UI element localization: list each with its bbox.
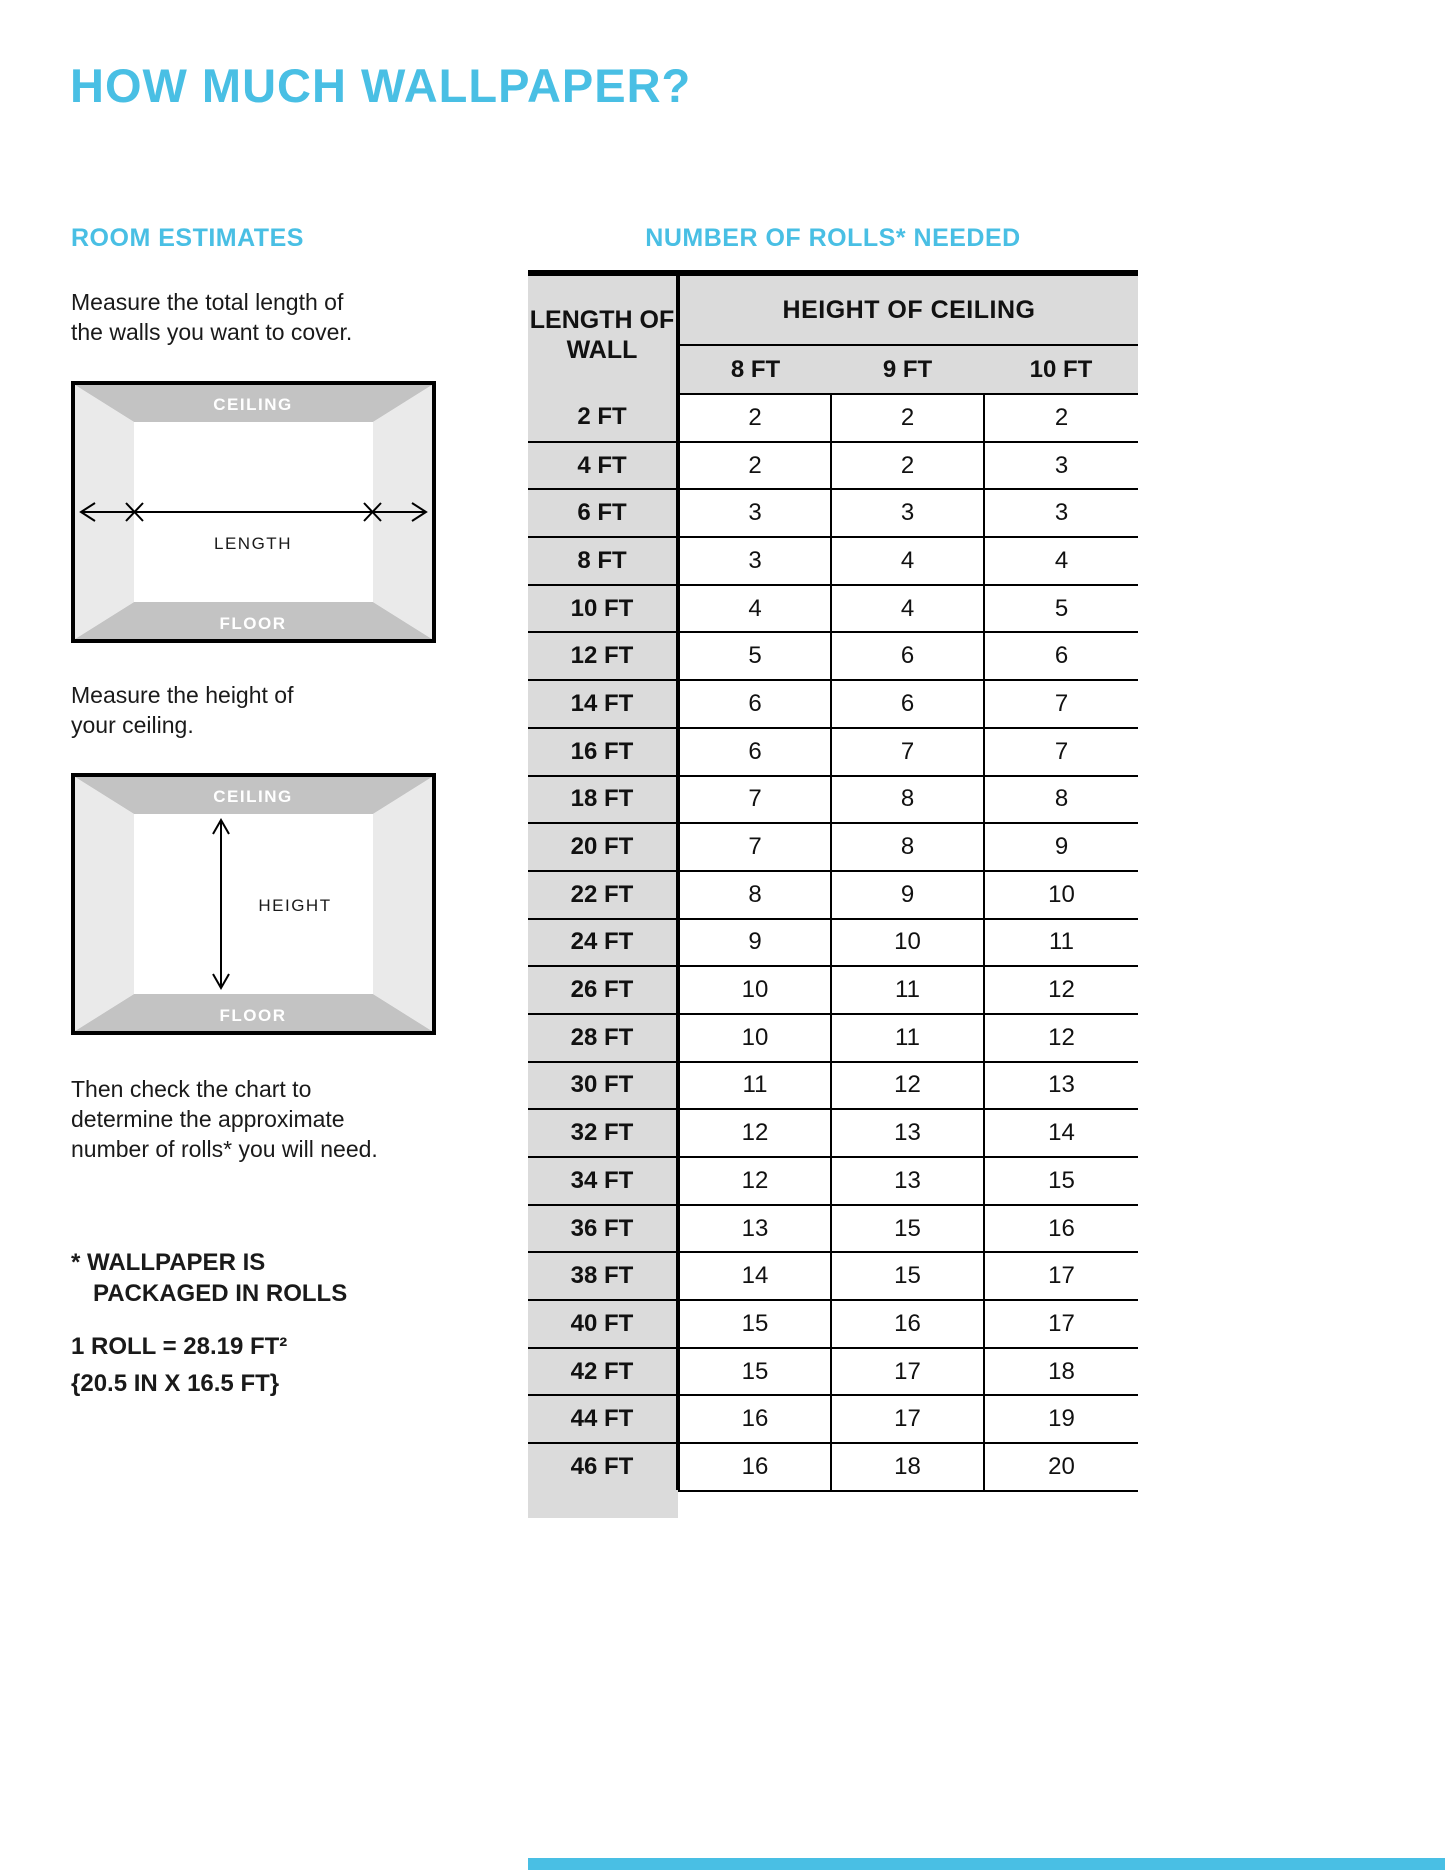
rolls-count-cell: 17 — [831, 1395, 984, 1443]
table-row — [528, 1157, 1138, 1205]
ceiling-height-column-header: 10 FT — [984, 345, 1138, 394]
rolls-count-cell: 3 — [831, 489, 984, 537]
rolls-count-cell: 12 — [984, 966, 1138, 1014]
rolls-count-cell: 17 — [984, 1252, 1138, 1300]
rolls-table-body — [528, 394, 1138, 1491]
wall-length-cell: 4 FT — [528, 442, 678, 490]
wall-length-cell: 38 FT — [528, 1252, 678, 1300]
rolls-count-cell: 3 — [984, 489, 1138, 537]
wall-length-cell: 32 FT — [528, 1109, 678, 1157]
rolls-count-cell: 14 — [984, 1109, 1138, 1157]
text-line: {20.5 IN X 16.5 FT} — [71, 1370, 280, 1397]
rolls-count-cell: 6 — [678, 680, 831, 728]
rolls-count-cell: 4 — [678, 585, 831, 633]
ceiling-label: CEILING — [213, 395, 293, 414]
rolls-count-cell: 16 — [831, 1300, 984, 1348]
rolls-count-cell: 11 — [984, 919, 1138, 967]
rolls-count-cell: 5 — [678, 632, 831, 680]
rolls-count-cell: 2 — [831, 394, 984, 442]
room-estimates-heading: ROOM ESTIMATES — [71, 224, 304, 252]
length-of-wall-header: LENGTH OF WALL — [528, 276, 678, 394]
rolls-count-cell: 15 — [678, 1300, 831, 1348]
wall-length-cell: 30 FT — [528, 1062, 678, 1110]
height-of-ceiling-header: HEIGHT OF CEILING — [678, 276, 1138, 345]
rolls-count-cell: 15 — [984, 1157, 1138, 1205]
rolls-count-cell: 11 — [831, 966, 984, 1014]
table-row — [528, 1395, 1138, 1443]
instruction-step-1 — [71, 287, 352, 347]
rolls-needed-table-wrap — [528, 270, 1138, 1492]
rolls-count-cell: 13 — [831, 1157, 984, 1205]
wall-length-cell: 24 FT — [528, 919, 678, 967]
wallpaper-packaging-footnote — [71, 1247, 347, 1309]
text-line: Measure the total length of — [71, 289, 344, 315]
length-column-extension — [528, 1490, 678, 1518]
rolls-count-cell: 2 — [984, 394, 1138, 442]
text-line: Measure the height of — [71, 682, 294, 708]
floor-label: FLOOR — [219, 1006, 287, 1025]
wall-length-cell: 2 FT — [528, 394, 678, 442]
wall-length-cell: 20 FT — [528, 823, 678, 871]
rolls-count-cell: 6 — [831, 680, 984, 728]
rolls-count-cell: 17 — [984, 1300, 1138, 1348]
text-line: number of rolls* you will need. — [71, 1136, 378, 1162]
length-label: LENGTH — [214, 534, 292, 553]
table-row — [528, 1014, 1138, 1062]
room-length-diagram — [71, 381, 436, 643]
rolls-count-cell: 12 — [678, 1109, 831, 1157]
table-row — [528, 537, 1138, 585]
rolls-count-cell: 10 — [678, 966, 831, 1014]
text-line: 1 ROLL = 28.19 FT² — [71, 1333, 288, 1360]
table-row — [528, 442, 1138, 490]
table-row — [528, 680, 1138, 728]
rolls-table-heading: NUMBER OF ROLLS* NEEDED — [645, 224, 1021, 252]
table-row — [528, 919, 1138, 967]
ceiling-height-column-header: 8 FT — [678, 345, 831, 394]
rolls-count-cell: 3 — [678, 489, 831, 537]
table-row — [528, 1300, 1138, 1348]
table-row — [528, 632, 1138, 680]
wall-length-cell: 44 FT — [528, 1395, 678, 1443]
room-height-diagram — [71, 773, 436, 1035]
rolls-count-cell: 2 — [678, 442, 831, 490]
wall-length-cell: 28 FT — [528, 1014, 678, 1062]
wall-length-cell: 26 FT — [528, 966, 678, 1014]
rolls-count-cell: 12 — [678, 1157, 831, 1205]
rolls-count-cell: 5 — [984, 585, 1138, 633]
ceiling-label: CEILING — [213, 787, 293, 806]
table-row — [528, 1205, 1138, 1253]
wall-length-cell: 42 FT — [528, 1348, 678, 1396]
instruction-step-3 — [71, 1074, 378, 1164]
rolls-count-cell: 13 — [984, 1062, 1138, 1110]
rolls-count-cell: 8 — [678, 871, 831, 919]
table-header-row — [528, 276, 1138, 345]
table-row — [528, 394, 1138, 442]
table-row — [528, 871, 1138, 919]
wall-length-cell: 34 FT — [528, 1157, 678, 1205]
text-line: determine the approximate — [71, 1106, 345, 1132]
rolls-count-cell: 7 — [831, 728, 984, 776]
rolls-count-cell: 10 — [984, 871, 1138, 919]
rolls-count-cell: 4 — [831, 585, 984, 633]
rolls-count-cell: 6 — [678, 728, 831, 776]
ceiling-height-column-header: 9 FT — [831, 345, 984, 394]
table-row — [528, 1348, 1138, 1396]
rolls-count-cell: 2 — [678, 394, 831, 442]
rolls-count-cell: 15 — [831, 1252, 984, 1300]
table-row — [528, 823, 1138, 871]
rolls-count-cell: 11 — [831, 1014, 984, 1062]
rolls-count-cell: 8 — [984, 776, 1138, 824]
rolls-count-cell: 6 — [831, 632, 984, 680]
back-wall-surface — [134, 814, 373, 994]
table-row — [528, 489, 1138, 537]
wall-length-cell: 18 FT — [528, 776, 678, 824]
rolls-count-cell: 7 — [984, 728, 1138, 776]
text-line: * WALLPAPER IS — [71, 1249, 266, 1276]
rolls-count-cell: 11 — [678, 1062, 831, 1110]
rolls-count-cell: 9 — [678, 919, 831, 967]
wall-length-cell: 46 FT — [528, 1443, 678, 1491]
rolls-count-cell: 7 — [678, 776, 831, 824]
left-wall-surface — [75, 777, 134, 1031]
table-row — [528, 1062, 1138, 1110]
rolls-count-cell: 10 — [831, 919, 984, 967]
height-label: HEIGHT — [258, 896, 332, 915]
rolls-needed-table — [528, 276, 1138, 1492]
wall-length-cell: 40 FT — [528, 1300, 678, 1348]
instruction-step-2 — [71, 680, 293, 740]
rolls-count-cell: 15 — [678, 1348, 831, 1396]
text-line: PACKAGED IN ROLLS — [93, 1280, 348, 1307]
rolls-count-cell: 3 — [678, 537, 831, 585]
rolls-count-cell: 9 — [831, 871, 984, 919]
rolls-count-cell: 4 — [984, 537, 1138, 585]
wall-length-cell: 10 FT — [528, 585, 678, 633]
rolls-count-cell: 8 — [831, 823, 984, 871]
table-row — [528, 585, 1138, 633]
rolls-count-cell: 4 — [831, 537, 984, 585]
table-row — [528, 1443, 1138, 1491]
rolls-count-cell: 12 — [984, 1014, 1138, 1062]
wall-length-cell: 8 FT — [528, 537, 678, 585]
rolls-count-cell: 19 — [984, 1395, 1138, 1443]
wall-length-cell: 36 FT — [528, 1205, 678, 1253]
roll-size-info — [71, 1328, 287, 1402]
right-wall-surface — [373, 777, 432, 1031]
wall-length-cell: 12 FT — [528, 632, 678, 680]
page-title: HOW MUCH WALLPAPER? — [70, 59, 692, 112]
rolls-count-cell: 7 — [984, 680, 1138, 728]
table-row — [528, 1109, 1138, 1157]
floor-label: FLOOR — [219, 614, 287, 633]
rolls-count-cell: 10 — [678, 1014, 831, 1062]
rolls-count-cell: 16 — [678, 1395, 831, 1443]
footer-accent-bar — [528, 1858, 1445, 1870]
rolls-count-cell: 7 — [678, 823, 831, 871]
rolls-count-cell: 12 — [831, 1062, 984, 1110]
wall-length-cell: 14 FT — [528, 680, 678, 728]
rolls-count-cell: 6 — [984, 632, 1138, 680]
rolls-count-cell: 9 — [984, 823, 1138, 871]
rolls-count-cell: 15 — [831, 1205, 984, 1253]
rolls-count-cell: 16 — [678, 1443, 831, 1491]
wall-length-cell: 16 FT — [528, 728, 678, 776]
table-row — [528, 776, 1138, 824]
rolls-count-cell: 13 — [678, 1205, 831, 1253]
rolls-count-cell: 3 — [984, 442, 1138, 490]
text-line: Then check the chart to — [71, 1076, 312, 1102]
rolls-count-cell: 14 — [678, 1252, 831, 1300]
table-row — [528, 966, 1138, 1014]
rolls-count-cell: 13 — [831, 1109, 984, 1157]
table-row — [528, 1252, 1138, 1300]
rolls-count-cell: 20 — [984, 1443, 1138, 1491]
table-row — [528, 728, 1138, 776]
wall-length-cell: 22 FT — [528, 871, 678, 919]
rolls-count-cell: 16 — [984, 1205, 1138, 1253]
rolls-count-cell: 8 — [831, 776, 984, 824]
rolls-count-cell: 17 — [831, 1348, 984, 1396]
rolls-count-cell: 18 — [984, 1348, 1138, 1396]
rolls-count-cell: 2 — [831, 442, 984, 490]
wall-length-cell: 6 FT — [528, 489, 678, 537]
text-line: your ceiling. — [71, 712, 194, 738]
text-line: the walls you want to cover. — [71, 319, 353, 345]
rolls-count-cell: 18 — [831, 1443, 984, 1491]
